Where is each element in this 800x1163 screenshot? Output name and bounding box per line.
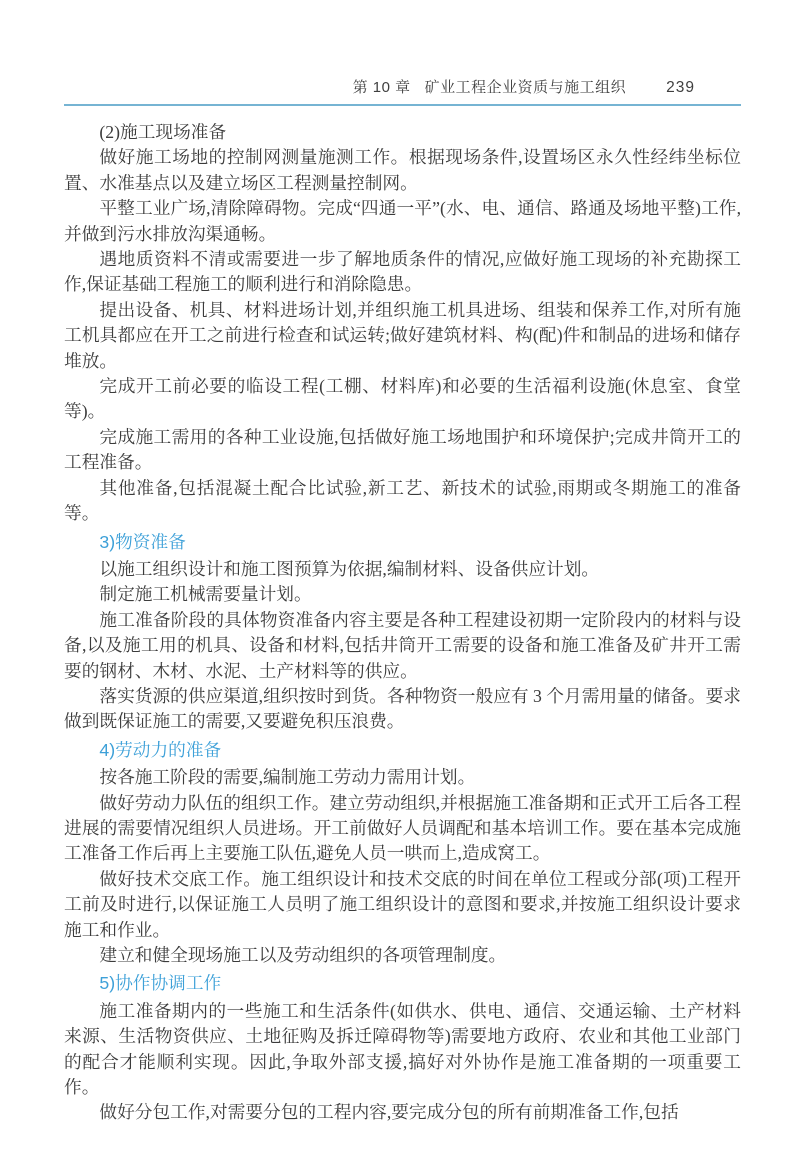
paragraph: 做好施工场地的控制网测量施测工作。根据现场条件,设置场区永久性经纬坐标位置、水准基点以及建立场区工程测量控制网。 [64, 147, 741, 193]
paragraph: 完成开工前必要的临设工程(工棚、材料库)和必要的生活福利设施(休息室、食堂等)。 [64, 376, 741, 422]
paragraph: 施工准备期内的一些施工和生活条件(如供水、供电、通信、交通运输、土产材料来源、生活物资供应、土地征购及拆迁障碍物等)需要地方政府、农业和其他工业部门的配合才能顺利实现。因此,争取外部支援,搞好对外协作是施工准备期的一项重要工作。 [64, 1000, 741, 1098]
paragraph: 完成施工需用的各种工业设施,包括做好施工场地围护和环境保护;完成井筒开工的工程准备。 [64, 426, 741, 473]
paragraph: 建立和健全现场施工以及劳动组织的各项管理制度。 [99, 945, 507, 965]
paragraph: 制定施工机械需要量计划。 [99, 584, 312, 605]
section-heading: 4)劳动力的准备 [99, 739, 222, 760]
section-heading: 5)协作协调工作 [99, 973, 222, 994]
subsection-heading: (2)施工现场准备 [99, 122, 227, 142]
chapter-title: 矿业工程企业资质与施工组织 [424, 79, 627, 96]
chapter-label: 第 10 章 [352, 79, 411, 96]
page-header [64, 76, 741, 97]
paragraph: 以施工组织设计和施工图预算为依据,编制材料、设备供应计划。 [99, 558, 600, 579]
paragraph: 提出设备、机具、材料进场计划,并组织施工机具进场、组装和保养工作,对所有施工机具都应在开工之前进行检查和试运转;做好建筑材料、构(配)件和制品的进场和储存堆放。 [64, 299, 741, 371]
section-heading: 3)物资准备 [99, 531, 186, 552]
paragraph: 做好分包工作,对需要分包的工程内容,要完成分包的所有前期准备工作,包括 [99, 1102, 679, 1123]
page-content [64, 120, 741, 1126]
paragraph: 做好劳动力队伍的组织工作。建立劳动组织,并根据施工准备期和正式开工后各工程进展的需要情况组织人员进场。开工前做好人员调配和基本培训工作。要在基本完成施工准备工作后再上主要施工队伍,避免人员一哄而上,造成窝工。 [64, 792, 741, 864]
page-number: 239 [666, 79, 695, 96]
paragraph: 落实货源的供应渠道,组织按时到货。各种物资一般应有 3 个月需用量的储备。要求做到既保证施工的需要,又要避免积压浪费。 [64, 685, 741, 732]
header-rule [64, 104, 741, 106]
paragraph: 做好技术交底工作。施工组织设计和技术交底的时间在单位工程或分部(项)工程开工前及时进行,以保证施工人员明了施工组织设计的意图和要求,并按施工组织设计要求施工和作业。 [64, 868, 741, 940]
paragraph: 遇地质资料不清或需要进一步了解地质条件的情况,应做好施工现场的补充勘探工作,保证基础工程施工的顺利进行和消除隐患。 [64, 249, 741, 295]
paragraph: 平整工业广场,清除障碍物。完成“四通一平”(水、电、通信、路通及场地平整)工作,并做到污水排放沟渠通畅。 [64, 198, 741, 244]
paragraph: 按各施工阶段的需要,编制施工劳动力需用计划。 [99, 767, 476, 788]
paragraph: 施工准备阶段的具体物资准备内容主要是各种工程建设初期一定阶段内的材料与设备,以及施工用的机具、设备和材料,包括井筒开工需要的设备和施工准备及矿井开工需要的钢材、木材、水泥、土产材料等的供应。 [64, 609, 741, 681]
paragraph: 其他准备,包括混凝土配合比试验,新工艺、新技术的试验,雨期或冬期施工的准备等。 [64, 477, 741, 524]
